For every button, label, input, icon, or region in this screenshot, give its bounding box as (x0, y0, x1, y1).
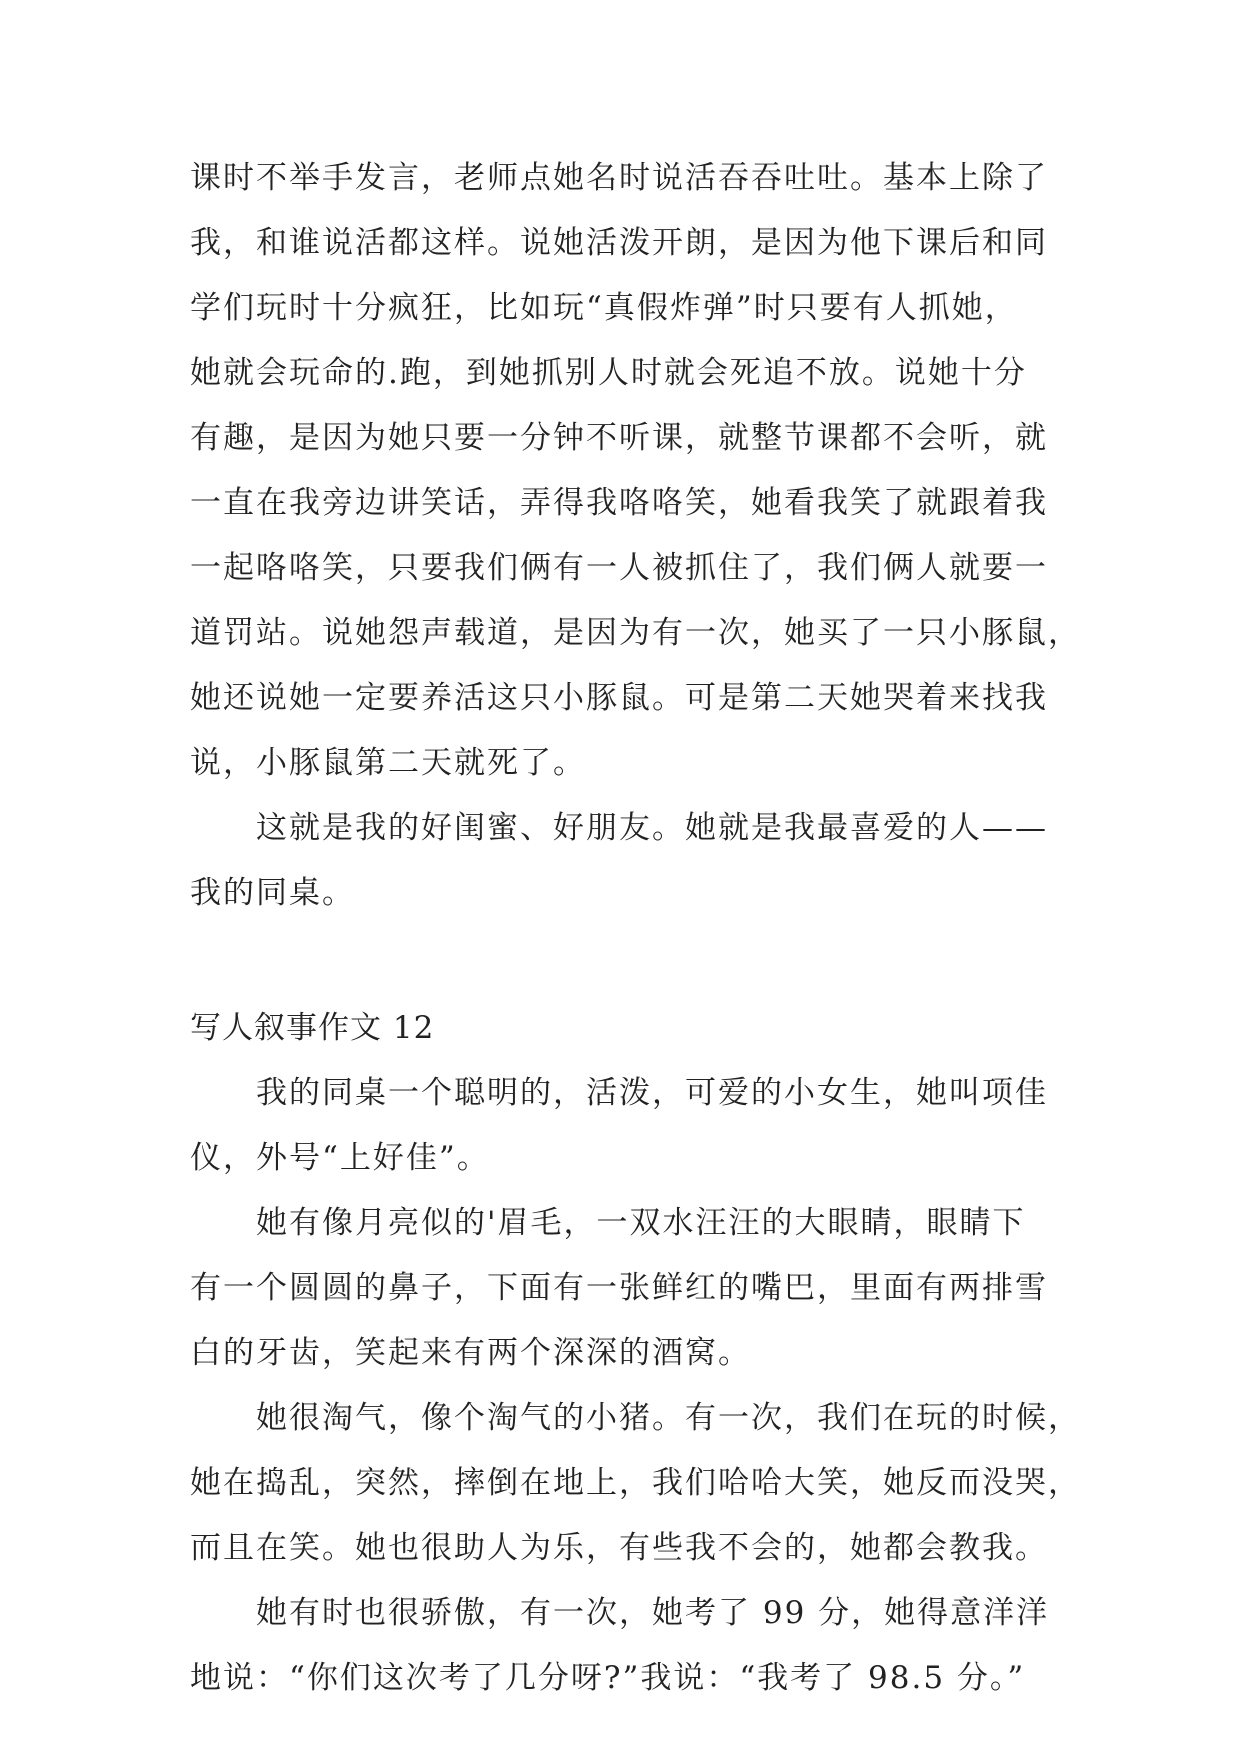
text-line: 道罚站。说她怨声载道，是因为有一次，她买了一只小豚鼠， (190, 615, 1081, 651)
text-line: 她很淘气，像个淘气的小猪。有一次，我们在玩的时候， (256, 1400, 1081, 1436)
text-line: 她有像月亮似的'眉毛，一双水汪汪的大眼睛，眼睛下 (256, 1205, 1026, 1241)
section-heading: 写人叙事作文 12 (190, 1010, 435, 1046)
text-line: 她还说她一定要养活这只小豚鼠。可是第二天她哭着来找我 (190, 680, 1048, 716)
text-line: 我的同桌一个聪明的，活泼，可爱的小女生，她叫项佳 (256, 1075, 1048, 1111)
text-line: 而且在笑。她也很助人为乐，有些我不会的，她都会教我。 (190, 1530, 1048, 1566)
text-line: 说，小豚鼠第二天就死了。 (190, 745, 586, 781)
text-line: 一直在我旁边讲笑话，弄得我咯咯笑，她看我笑了就跟着我 (190, 485, 1048, 521)
text-line: 仪，外号“上好佳”。 (190, 1140, 490, 1176)
text-line: 有趣，是因为她只要一分钟不听课，就整节课都不会听，就 (190, 420, 1048, 456)
text-line: 她就会玩命的.跑，到她抓别人时就会死追不放。说她十分 (190, 355, 1027, 391)
text-line: 白的牙齿，笑起来有两个深深的酒窝。 (190, 1335, 751, 1371)
text-line: 学们玩时十分疯狂，比如玩“真假炸弹”时只要有人抓她， (190, 290, 1018, 326)
text-line: 她有时也很骄傲，有一次，她考了 99 分，她得意洋洋 (256, 1595, 1050, 1631)
text-line: 她在捣乱，突然，摔倒在地上，我们哈哈大笑，她反而没哭， (190, 1465, 1081, 1501)
text-line: 地说：“你们这次考了几分呀?”我说：“我考了 98.5 分。” (190, 1660, 1026, 1696)
text-line: 课时不举手发言，老师点她名时说活吞吞吐吐。基本上除了 (190, 160, 1048, 196)
text-line: 有一个圆圆的鼻子，下面有一张鲜红的嘴巴，里面有两排雪 (190, 1270, 1048, 1306)
text-line: 我，和谁说活都这样。说她活泼开朗，是因为他下课后和同 (190, 225, 1048, 261)
text-line: 一起咯咯笑，只要我们俩有一人被抓住了，我们俩人就要一 (190, 550, 1048, 586)
text-line: 我的同桌。 (190, 875, 355, 911)
text-line: 这就是我的好闺蜜、好朋友。她就是我最喜爱的人—— (256, 810, 1048, 846)
